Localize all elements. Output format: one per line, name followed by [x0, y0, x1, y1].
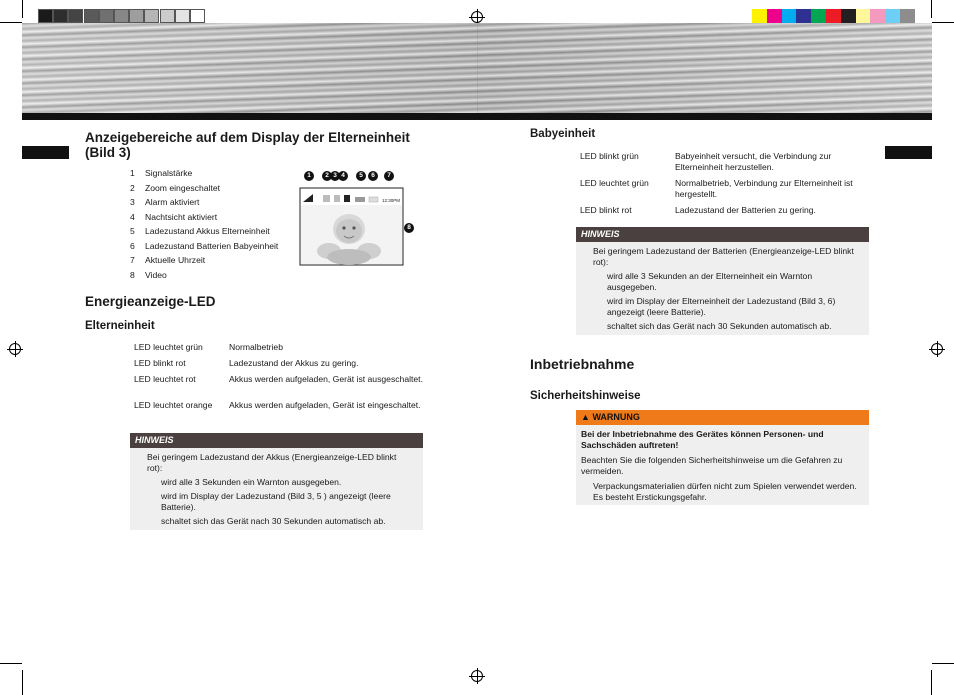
- legend-number: 1: [130, 168, 135, 178]
- note-bullet: wird alle 3 Sekunden an der Elterneinheit ein Warnton ausgegeben.: [607, 271, 813, 292]
- process-swatch: [782, 9, 797, 23]
- legend-item: [130, 255, 300, 270]
- parent-display-svg: [299, 169, 409, 267]
- note-bullet: wird im Display der Elterneinheit der Ladezustand (Bild 3, 6) angezeigt (leere Batterie).: [607, 296, 836, 317]
- alarm-icon: [334, 195, 340, 202]
- legend-number: 7: [130, 255, 135, 265]
- legend-number: 3: [130, 197, 135, 207]
- gray-swatch: [99, 9, 114, 23]
- display-legend-list: [130, 168, 300, 284]
- process-swatch: [752, 9, 767, 23]
- led-meaning: Normalbetrieb: [229, 342, 283, 352]
- warning-bullet: Verpackungsmaterialien dürfen nicht zum Spielen verwendet werden. Es besteht Erstickungsgefahr.: [593, 481, 857, 502]
- note-heading: HINWEIS: [576, 227, 869, 242]
- note-bullet: wird im Display der Ladezustand (Bild 3, 5 ) angezeigt (leere Batterie).: [161, 491, 391, 512]
- parent-unit-title: Elterneinheit: [85, 320, 155, 332]
- legend-item: [130, 197, 300, 212]
- note-bullet: wird alle 3 Sekunden ein Warnton ausgegeben.: [161, 477, 342, 487]
- note-intro: Bei geringem Ladezustand der Batterien (Energieanzeige-LED blinkt rot):: [593, 246, 854, 267]
- registration-mark-top: [471, 11, 483, 23]
- legend-number: 4: [130, 211, 135, 222]
- process-swatch: [796, 9, 811, 23]
- process-swatch: [811, 9, 826, 23]
- svg-text:12:30PM: 12:30PM: [382, 198, 401, 203]
- led-state: LED leuchtet grün: [580, 178, 649, 188]
- legend-label: Alarm aktiviert: [145, 197, 200, 207]
- baby-unit-title: Babyeinheit: [530, 128, 596, 140]
- process-swatch: [856, 9, 871, 23]
- startup-title: Inbetriebnahme: [530, 356, 635, 372]
- legend-label: Aktuelle Uhrzeit: [145, 255, 206, 265]
- legend-item: [130, 183, 300, 198]
- display-section-title: [85, 130, 410, 160]
- baby-note-box: [576, 227, 869, 335]
- warning-heading-text: WARNUNG: [592, 412, 640, 422]
- legend-number: 5: [130, 226, 135, 236]
- warning-heading: [576, 410, 869, 425]
- gray-swatch: [53, 9, 68, 23]
- legend-item: [130, 168, 300, 183]
- led-meaning: Babyeinheit versucht, die Verbindung zur Elterneinheit herzustellen.: [675, 151, 832, 172]
- led-meaning: Ladezustand der Akkus zu gering.: [229, 358, 359, 368]
- legend-number: 6: [130, 240, 135, 251]
- led-meaning: Normalbetrieb, Verbindung zur Elterneinheit ist hergestellt.: [675, 178, 853, 199]
- legend-label: Video: [145, 269, 167, 280]
- registration-mark-right: [931, 343, 943, 355]
- led-state: LED blinkt rot: [134, 358, 186, 368]
- registration-mark-bottom: [471, 670, 483, 682]
- callout-badge: 5: [356, 171, 366, 181]
- night-vision-icon: [344, 195, 350, 202]
- gray-swatch: [144, 9, 159, 23]
- callout-badge: 4: [338, 171, 348, 181]
- baby-battery-icon: [369, 197, 378, 202]
- legend-label: Signalstärke: [145, 168, 193, 178]
- header-rule: [22, 113, 932, 120]
- gray-swatch: [38, 9, 53, 23]
- process-swatch: [900, 9, 915, 23]
- legend-number: 2: [130, 182, 135, 193]
- process-swatch: [885, 9, 900, 23]
- parent-display-figure: [299, 169, 409, 267]
- legend-item: [130, 226, 300, 241]
- safety-title: Sicherheitshinweise: [530, 390, 641, 402]
- led-meaning: Ladezustand der Batterien zu gering.: [675, 205, 816, 215]
- warning-bold-text: Bei der Inbetriebnahme des Gerätes können Personen- und Sachschäden auftreten!: [581, 429, 824, 450]
- parent-note-box: [130, 433, 423, 530]
- led-state: LED leuchtet rot: [134, 374, 196, 384]
- process-swatch: [826, 9, 841, 23]
- gray-swatch: [68, 9, 83, 23]
- note-bullet: schaltet sich das Gerät nach 30 Sekunden automatisch ab.: [161, 516, 386, 526]
- led-meaning: Akkus werden aufgeladen, Gerät ist ausgeschaltet.: [229, 374, 423, 384]
- note-intro: Bei geringem Ladezustand der Akkus (Energieanzeige-LED blinkt rot):: [147, 452, 397, 473]
- zoom-icon: [323, 195, 330, 202]
- callout-badge: 3: [330, 171, 340, 181]
- note-heading: HINWEIS: [130, 433, 423, 448]
- left-page-tab: [22, 146, 69, 159]
- gray-swatch: [129, 9, 144, 23]
- legend-label: Zoom eingeschaltet: [145, 182, 220, 193]
- parent-battery-icon: [355, 197, 365, 202]
- legend-label: Ladezustand Akkus Elterneinheit: [145, 226, 270, 236]
- legend-item: [130, 241, 300, 256]
- gray-swatch: [190, 9, 205, 23]
- warning-box: [576, 410, 869, 505]
- led-meaning: Akkus werden aufgeladen, Gerät ist eingeschaltet.: [229, 400, 421, 410]
- callout-badge: 6: [368, 171, 378, 181]
- legend-number: 8: [130, 269, 135, 280]
- display-section-title-text: Anzeigebereiche auf dem Display der Elterneinheit: [85, 130, 410, 145]
- energy-led-title: Energieanzeige-LED: [85, 294, 216, 309]
- warning-text: Beachten Sie die folgenden Sicherheitshinweise um die Gefahren zu vermeiden.: [581, 455, 843, 476]
- led-state: LED blinkt rot: [580, 205, 632, 215]
- gray-swatch: [114, 9, 129, 23]
- led-state: LED leuchtet orange: [134, 400, 213, 410]
- registration-mark-left: [9, 343, 21, 355]
- process-swatch: [767, 9, 782, 23]
- display-section-subtitle: (Bild 3): [85, 145, 131, 160]
- led-state: LED leuchtet grün: [134, 342, 203, 352]
- legend-label: Nachtsicht aktiviert: [145, 211, 218, 222]
- process-swatch: [841, 9, 856, 23]
- gray-swatch: [175, 9, 190, 23]
- right-page-tab: [885, 146, 932, 159]
- note-bullet: schaltet sich das Gerät nach 30 Sekunden automatisch ab.: [607, 321, 832, 331]
- callout-badge: 1: [304, 171, 314, 181]
- led-state: LED blinkt grün: [580, 151, 639, 161]
- legend-label: Ladezustand Batterien Babyeinheit: [145, 240, 279, 251]
- header-texture-band: [22, 23, 932, 113]
- callout-badge: 8: [404, 223, 414, 233]
- gray-swatch: [160, 9, 175, 23]
- gray-swatch: [84, 9, 99, 23]
- legend-item: [130, 212, 300, 227]
- warning-triangle-icon: ▲: [581, 412, 590, 422]
- process-swatch: [870, 9, 885, 23]
- callout-badge: 7: [384, 171, 394, 181]
- callout-badge: 2: [322, 171, 332, 181]
- legend-item: [130, 270, 300, 285]
